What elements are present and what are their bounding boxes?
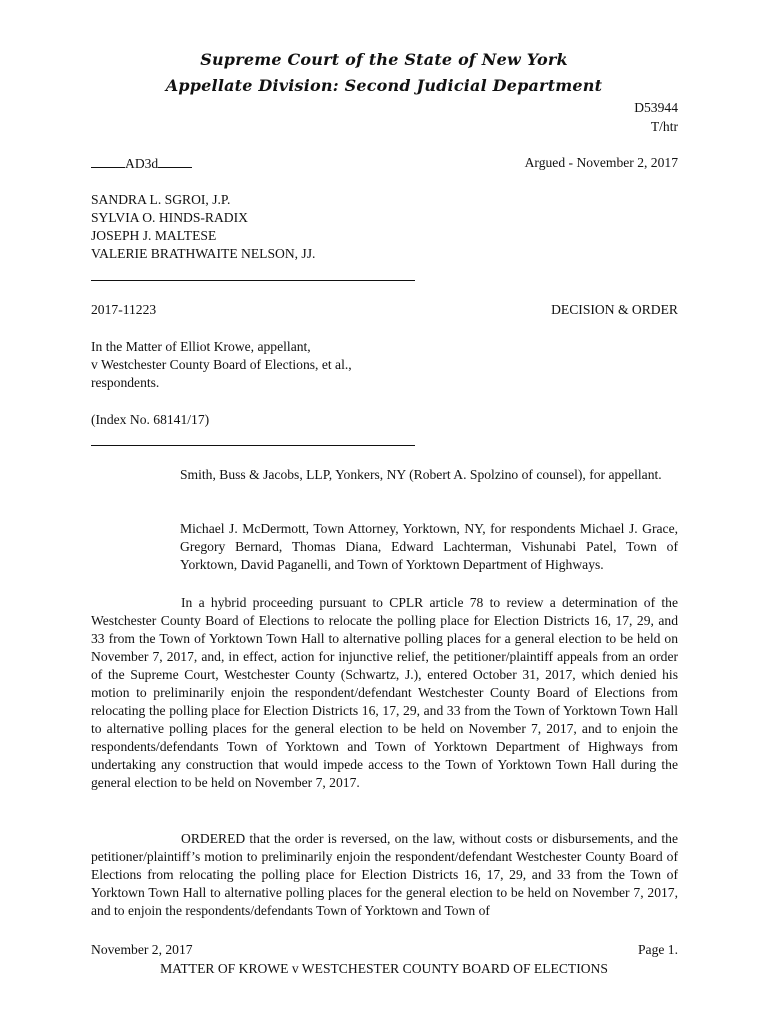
court-name-line2: Appellate Division: Second Judicial Department xyxy=(165,76,603,95)
judge-name: VALERIE BRATHWAITE NELSON, JJ. xyxy=(91,246,316,261)
caption-line: respondents. xyxy=(91,375,160,390)
judge-name: SANDRA L. SGROI, J.P. xyxy=(91,192,231,207)
footer-date: November 2, 2017 xyxy=(91,942,193,957)
citation-line xyxy=(91,154,192,173)
argued-date: Argued - November 2, 2017 xyxy=(524,155,678,170)
body-paragraph-2 xyxy=(91,830,678,920)
respondents-counsel: Michael J. McDermott, Town Attorney, Yorktown, NY, for respondents Michael J. Grace, Gregory Bernard, Thomas Diana, Edward Lachterman, Vishunabi Patel, Town of Yorktown, David Paganelli, and Town of Yorktown Department of Highways. xyxy=(180,521,678,572)
appellant-counsel: Smith, Buss & Jacobs, LLP, Yonkers, NY (Robert A. Spolzino of counsel), for appellant. xyxy=(180,467,662,482)
case-number: 2017-11223 xyxy=(91,302,157,317)
citation-text: AD3d xyxy=(125,156,159,171)
decision-type: DECISION & ORDER xyxy=(551,302,678,317)
judge-name: SYLVIA O. HINDS-RADIX xyxy=(91,210,248,225)
body-paragraph-1 xyxy=(91,594,678,792)
paragraph-text: In a hybrid proceeding pursuant to CPLR article 78 to review a determination of the Westchester County Board of Elections to relocate the polling place for Election Districts 16, 17, 29, and 33 from the Town of Yorktown Town Hall to alternative polling places for a general election to be held on November 7, 2017, and, in effect, action for injunctive relief, the petitioner/plaintiff appeals from an order of the Supreme Court, Westchester County (Schwartz, J.), entered October 31, 2017, which denied his motion to preliminarily enjoin the respondent/defendant Westchester County Board of Elections from relocating the polling place for Election Districts 16, 17, 29, and 33 from the Town of Yorktown Town Hall to alternative polling places for the general election to be held on November 7, 2017, and to enjoin the respondents/defendants Town of Yorktown and Town of Yorktown Department of Highways from undertaking any construction that would impede access to the Town of Yorktown Town Hall during the general election to be held on November 7, 2017. xyxy=(91,595,678,790)
footer-running-title: MATTER OF KROWE v WESTCHESTER COUNTY BOARD OF ELECTIONS xyxy=(160,961,608,976)
docket-code: D53944 xyxy=(634,100,678,115)
caption-line: In the Matter of Elliot Krowe, appellant, xyxy=(91,339,311,354)
judges-list xyxy=(91,191,315,263)
index-number: (Index No. 68141/17) xyxy=(91,412,210,427)
judge-name: JOSEPH J. MALTESE xyxy=(91,228,217,243)
citation-blank-left xyxy=(91,154,125,168)
divider-rule xyxy=(91,445,415,446)
case-caption xyxy=(91,338,352,392)
divider-rule xyxy=(91,280,415,281)
paragraph-text: ORDERED that the order is reversed, on the law, without costs or disbursements, and the petitioner/plaintiff’s motion to preliminarily enjoin the respondent/defendant Westchester County Board of Elections from relocating the polling place for Election Districts 16, 17, 29, and 33 from the Town of Yorktown Town Hall to alternative polling places for the general election to be held on November 7, 2017, and to enjoin the respondents/defendants Town of Yorktown and Town of xyxy=(91,831,678,918)
clerk-initials: T/htr xyxy=(650,119,678,134)
caption-line: v Westchester County Board of Elections, et al., xyxy=(91,357,352,372)
court-name-line1: Supreme Court of the State of New York xyxy=(200,50,568,69)
footer-page-number: Page 1. xyxy=(637,942,678,957)
citation-blank-right xyxy=(158,154,192,168)
